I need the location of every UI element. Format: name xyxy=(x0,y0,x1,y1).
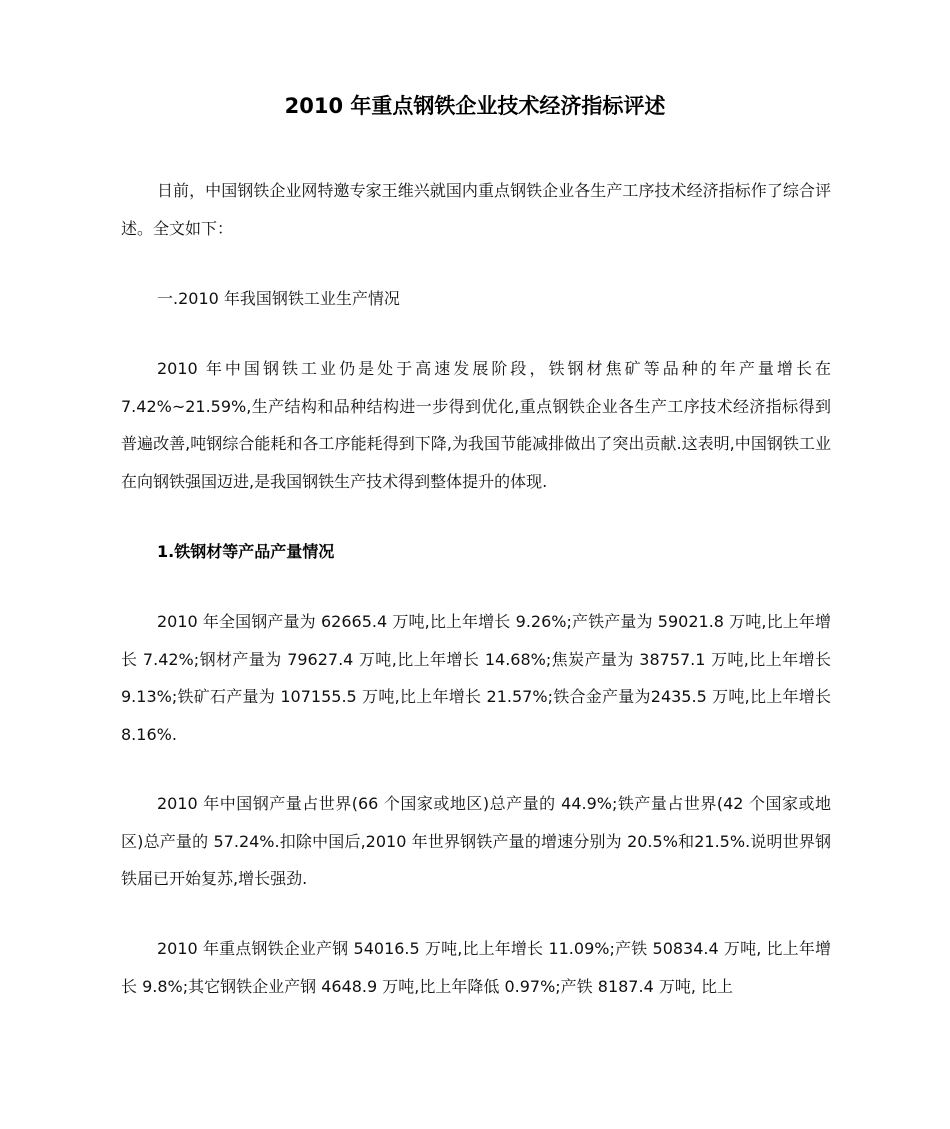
national-output-paragraph: 2010 年全国钢产量为 62665.4 万吨,比上年增长 9.26%;产铁产量为 59021.8 万吨,比上年增长 7.42%;钢材产量为 79627.4 万吨,比上年增长 14.68%;焦炭产量为 38757.1 万吨,比上年增长 9.13%;铁矿石产量为 107155.5 万吨,比上年增长 21.57%;铁合金产量为2435.5 万吨,比上年增长 8.16%. xyxy=(121,612,831,744)
production-overview-paragraph: 2010 年中国钢铁工业仍是处于高速发展阶段，铁钢材焦矿等品种的年产量增长在7.42%~21.59%,生产结构和品种结构进一步得到优化,重点钢铁企业各生产工序技术经济指标得到普遍改善,吨钢综合能耗和各工序能耗得到下降,为我国节能减排做出了突出贡献.这表明,中国钢铁工业在向钢铁强国迈进,是我国钢铁生产技术得到整体提升的体现. xyxy=(121,359,831,491)
key-enterprise-output-paragraph: 2010 年重点钢铁企业产钢 54016.5 万吨,比上年增长 11.09%;产铁 50834.4 万吨, 比上年增长 9.8%;其它钢铁企业产钢 4648.9 万吨,比上年降低 0.97%;产铁 8187.4 万吨, 比上 xyxy=(121,939,831,996)
section-heading-production: 一.2010 年我国钢铁工业生产情况 xyxy=(157,289,400,308)
intro-paragraph: 日前，中国钢铁企业网特邀专家王维兴就国内重点钢铁企业各生产工序技术经济指标作了综合评述。全文如下： xyxy=(121,181,831,238)
subsection-heading-output: 1.铁钢材等产品产量情况 xyxy=(157,542,335,561)
document-title: 2010 年重点钢铁企业技术经济指标评述 xyxy=(284,94,666,118)
world-share-paragraph: 2010 年中国钢产量占世界(66 个国家或地区)总产量的 44.9%;铁产量占世界(42 个国家或地区)总产量的 57.24%.扣除中国后,2010 年世界钢铁产量的增速分别为 20.5%和21.5%.说明世界钢铁届已开始复苏,增长强劲. xyxy=(121,794,831,888)
